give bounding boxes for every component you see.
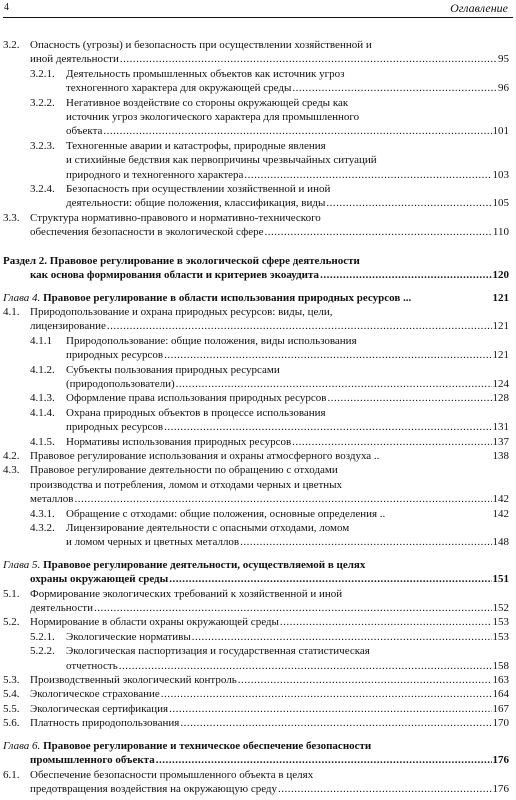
toc-page-number: 164 [492, 688, 509, 701]
dot-leader [164, 348, 491, 362]
toc-chapter-5[interactable] [3, 558, 509, 587]
toc-page-number: 158 [492, 659, 509, 672]
toc-entry-title: Экологическое страхование [30, 688, 160, 701]
toc-entry-4-1-1[interactable] [0, 334, 516, 363]
toc-entry-5-2-1[interactable] [0, 630, 516, 644]
toc-entry-title-cont: деятельности: общие положения, классификация, виды [66, 197, 326, 210]
toc-entry-title: Негативное воздействие со стороны окружающей среды как [66, 96, 349, 109]
toc-entry-title: Опасность (угрозы) и безопасность при осуществлении хозяйственной и [30, 39, 372, 51]
dot-leader [103, 124, 491, 138]
toc-entry-5-1[interactable] [0, 587, 516, 616]
toc-page-number: 124 [492, 377, 509, 390]
toc-entry-number: 3.2. [3, 39, 20, 51]
dot-leader [320, 268, 491, 282]
spacer [0, 240, 516, 254]
toc-page-number: 138 [492, 449, 509, 462]
toc-entry-number: 5.2.1. [30, 630, 55, 643]
toc-page-number: 152 [492, 602, 509, 615]
toc-entry-number: 3.2.3. [30, 139, 55, 152]
toc-entry-number: 3.2.4. [30, 183, 55, 196]
dot-leader [278, 782, 491, 796]
toc-page-number: 110 [492, 226, 509, 239]
toc-page-number: 121 [492, 291, 509, 304]
toc-entry-number: 5.5. [3, 702, 20, 715]
dot-leader [74, 492, 491, 506]
toc-entry-title: Техногенные аварии и катастрофы, природные явления [66, 139, 326, 152]
toc-entry-number: 5.2.2. [30, 645, 55, 658]
toc-entry-title: Природопользование и охрана природных ресурсов: виды, цели, [30, 305, 333, 318]
dot-leader [192, 630, 492, 644]
toc-entry-number: 4.3. [3, 464, 20, 477]
dot-leader [238, 673, 492, 687]
toc-entry-title-cont: природного и техногенного характера [66, 168, 244, 181]
toc-entry-number: 5.3. [3, 674, 20, 687]
toc-entry-number: 4.2. [3, 449, 20, 462]
dot-leader [164, 420, 491, 434]
dot-leader [169, 572, 491, 586]
chapter-title: Правовое регулирование в области использования природных ресурсов ... [43, 291, 412, 304]
toc-entry-title: Производственный экологический контроль [30, 674, 237, 687]
toc-entry-number: 4.1.5. [30, 435, 55, 448]
dot-leader [240, 535, 491, 549]
toc-entry-number: 4.3.2. [30, 522, 55, 534]
toc-page-number: 148 [492, 536, 509, 549]
toc-page-number: 120 [492, 269, 509, 282]
toc-entry-title-cont: производства и потребления, ломом и отходами черных и цветных [30, 478, 343, 491]
toc-page-number: 163 [492, 674, 509, 687]
toc-entry-number: 4.1.2. [30, 363, 55, 376]
spacer [0, 283, 516, 291]
toc-entry-title: Безопасность при осуществлении хозяйственной и иной [66, 183, 331, 196]
toc-entry-5-4[interactable] [0, 687, 516, 701]
chapter-caption: Глава 6. [3, 739, 41, 752]
toc-entry-title-cont: металлов [30, 493, 74, 506]
chapter-title: Правовое регулирование деятельности, осуществляемой в целях [43, 558, 366, 571]
toc-entry-3-2[interactable] [0, 38, 516, 67]
dot-leader [292, 435, 491, 449]
toc-entry-title: Лицензирование деятельности с опасными отходами, ломом [66, 522, 350, 534]
toc-page-number: 96 [498, 82, 509, 95]
toc-entry-4-1-5[interactable] [0, 435, 516, 449]
dot-leader [169, 702, 491, 716]
toc-entry-title-cont: (природопользователи) [66, 377, 175, 390]
dot-leader [180, 716, 491, 730]
toc-page-number: 137 [492, 435, 509, 448]
chapter-title-cont: промышленного объекта [30, 754, 155, 767]
toc-entry-number: 5.1. [3, 587, 20, 600]
toc-page-number: 131 [492, 421, 509, 434]
toc-entry-number: 3.3. [3, 211, 20, 224]
toc-page-number: 121 [492, 349, 509, 362]
toc-page-number: 153 [492, 630, 509, 643]
toc-page-number: 153 [492, 616, 509, 629]
toc-entry-title: Обеспечение безопасности промышленного объекта в целях [30, 768, 314, 781]
chapter-title-cont: охраны окружающей среды [30, 573, 169, 586]
toc-entry-title-cont: лицензирование [30, 320, 106, 333]
running-header-title: Оглавление [450, 1, 508, 15]
toc-entry-title: Обращение с отходами: общие положения, основные определения .. [66, 507, 386, 520]
table-of-contents [0, 38, 516, 796]
toc-entry-4-3-1[interactable] [0, 507, 516, 521]
toc-entry-number: 3.2.2. [30, 96, 55, 109]
toc-entry-number: 4.1.1 [30, 334, 52, 347]
toc-entry-number: 4.1.3. [30, 392, 55, 405]
toc-entry-title: Структура нормативно-правового и нормативно-технического [30, 211, 321, 224]
dot-leader [161, 687, 492, 701]
toc-entry-title-cont: иной деятельности [30, 53, 119, 66]
dot-leader [292, 81, 497, 95]
toc-entry-5-6[interactable] [0, 716, 516, 730]
toc-entry-number: 5.2. [3, 616, 20, 629]
header-rule [3, 17, 513, 18]
chapter-title: Правовое регулирование и техническое обеспечение безопасности [43, 739, 372, 752]
toc-entry-3-3[interactable] [0, 211, 516, 240]
toc-part-2[interactable] [3, 254, 509, 283]
dot-leader [119, 659, 492, 673]
toc-entry-4-1-2[interactable] [0, 363, 516, 392]
toc-page-number: 121 [492, 320, 509, 333]
toc-page-number: 101 [492, 125, 509, 138]
toc-page-number: 167 [492, 702, 509, 715]
dot-leader [280, 615, 492, 629]
toc-entry-number: 3.2.1. [30, 67, 55, 80]
toc-entry-title-cont: техногенного характера для окружающей среды [66, 82, 292, 95]
toc-part-title-cont: как основа формирования области и критериев экоаудита [30, 269, 320, 282]
toc-page-number: 142 [492, 493, 509, 506]
toc-entry-number: 4.1.4. [30, 406, 55, 419]
toc-entry-title: Деятельность промышленных объектов как источник угроз [66, 67, 345, 80]
dot-leader [326, 196, 491, 210]
toc-entry-4-1-3[interactable] [0, 391, 516, 405]
toc-entry-number: 5.6. [3, 717, 20, 730]
toc-entry-title: Нормирование в области охраны окружающей среды [30, 616, 279, 629]
toc-entry-title: Субъекты пользования природных ресурсами [66, 363, 280, 376]
chapter-caption: Глава 4. [3, 291, 41, 304]
page-number: 4 [4, 2, 9, 13]
toc-part-title: Раздел 2. Правовое регулирование в экологической сфере деятельности [3, 254, 360, 267]
toc-entry-title: Правовое регулирование использования и охраны атмосферного воздуха .. [30, 449, 380, 462]
toc-entry-4-3-2[interactable] [0, 521, 516, 550]
toc-entry-title-cont: объекта [66, 125, 103, 138]
toc-entry-title: Экологическая паспортизация и государственная статистическая [66, 645, 370, 658]
toc-entry-number: 5.4. [3, 688, 20, 701]
toc-entry-title: Нормативы использования природных ресурсов [66, 435, 292, 448]
chapter-caption: Глава 5. [3, 558, 41, 571]
toc-entry-title-cont: обеспечения безопасности в экологической сфере [30, 226, 264, 239]
toc-entry-title-cont: деятельности [30, 602, 93, 615]
toc-entry-4-1-4[interactable] [0, 406, 516, 435]
toc-entry-5-2[interactable] [0, 615, 516, 629]
toc-entry-title: Охрана природных объектов в процессе использования [66, 406, 326, 419]
dot-leader [176, 377, 492, 391]
dot-leader [107, 319, 492, 333]
dot-leader [120, 52, 497, 66]
toc-entry-number: 6.1. [3, 768, 20, 781]
toc-page-number: 176 [492, 782, 509, 795]
toc-entry-title: Формирование экологических требований к хозяйственной и иной [30, 587, 343, 600]
toc-entry-5-5[interactable] [0, 702, 516, 716]
toc-entry-number: 4.3.1. [30, 507, 55, 520]
toc-entry-title: Платность природопользования [30, 717, 180, 730]
toc-entry-4-3[interactable] [0, 463, 516, 506]
toc-entry-5-2-2[interactable] [0, 644, 516, 673]
toc-entry-title: Экологические нормативы [66, 630, 191, 643]
toc-entry-5-3[interactable] [0, 673, 516, 687]
dot-leader [156, 753, 492, 767]
toc-entry-4-2[interactable] [0, 449, 516, 463]
toc-chapter-6[interactable] [3, 739, 509, 768]
spacer [0, 731, 516, 739]
toc-entry-title-cont: источник угроз экологического характера для промышленного [66, 111, 360, 124]
toc-page-number: 142 [492, 507, 509, 520]
toc-page-number: 151 [492, 573, 509, 586]
toc-entry-title: Природопользование: общие положения, виды использования [66, 334, 357, 347]
toc-entry-title: Правовое регулирование деятельности по обращению с отходами [30, 464, 338, 477]
toc-entry-title-cont: и стихийные бедствия как первопричины чрезвычайных ситуаций [66, 154, 377, 167]
dot-leader [94, 601, 492, 615]
toc-entry-title-cont: природных ресурсов [66, 421, 164, 434]
spacer [0, 550, 516, 558]
toc-page-number: 103 [492, 168, 509, 181]
toc-entry-title-cont: отчетность [66, 659, 118, 672]
dot-leader [244, 168, 491, 182]
toc-page-number: 170 [492, 717, 509, 730]
toc-entry-3-2-4[interactable] [0, 182, 516, 211]
toc-entry-6-1[interactable] [0, 768, 516, 797]
toc-page-number: 176 [492, 754, 509, 767]
toc-page-number: 95 [498, 53, 509, 66]
toc-page-number: 105 [492, 197, 509, 210]
dot-leader [327, 391, 491, 405]
toc-page-number: 128 [492, 392, 509, 405]
toc-entry-title-cont: и ломом черных и цветных металлов [66, 536, 240, 549]
toc-entry-4-1[interactable] [0, 305, 516, 334]
toc-entry-3-2-3[interactable] [0, 139, 516, 182]
toc-chapter-4[interactable] [3, 291, 509, 305]
toc-entry-title-cont: природных ресурсов [66, 349, 164, 362]
dot-leader [264, 225, 491, 239]
toc-entry-3-2-2[interactable] [0, 96, 516, 139]
toc-entry-number: 4.1. [3, 305, 20, 318]
toc-entry-title: Оформление права использования природных ресурсов [66, 392, 327, 405]
toc-entry-title-cont: предотвращения воздействия на окружающую среду [30, 782, 278, 795]
toc-entry-3-2-1[interactable] [0, 67, 516, 96]
toc-entry-title: Экологическая сертификация [30, 702, 169, 715]
